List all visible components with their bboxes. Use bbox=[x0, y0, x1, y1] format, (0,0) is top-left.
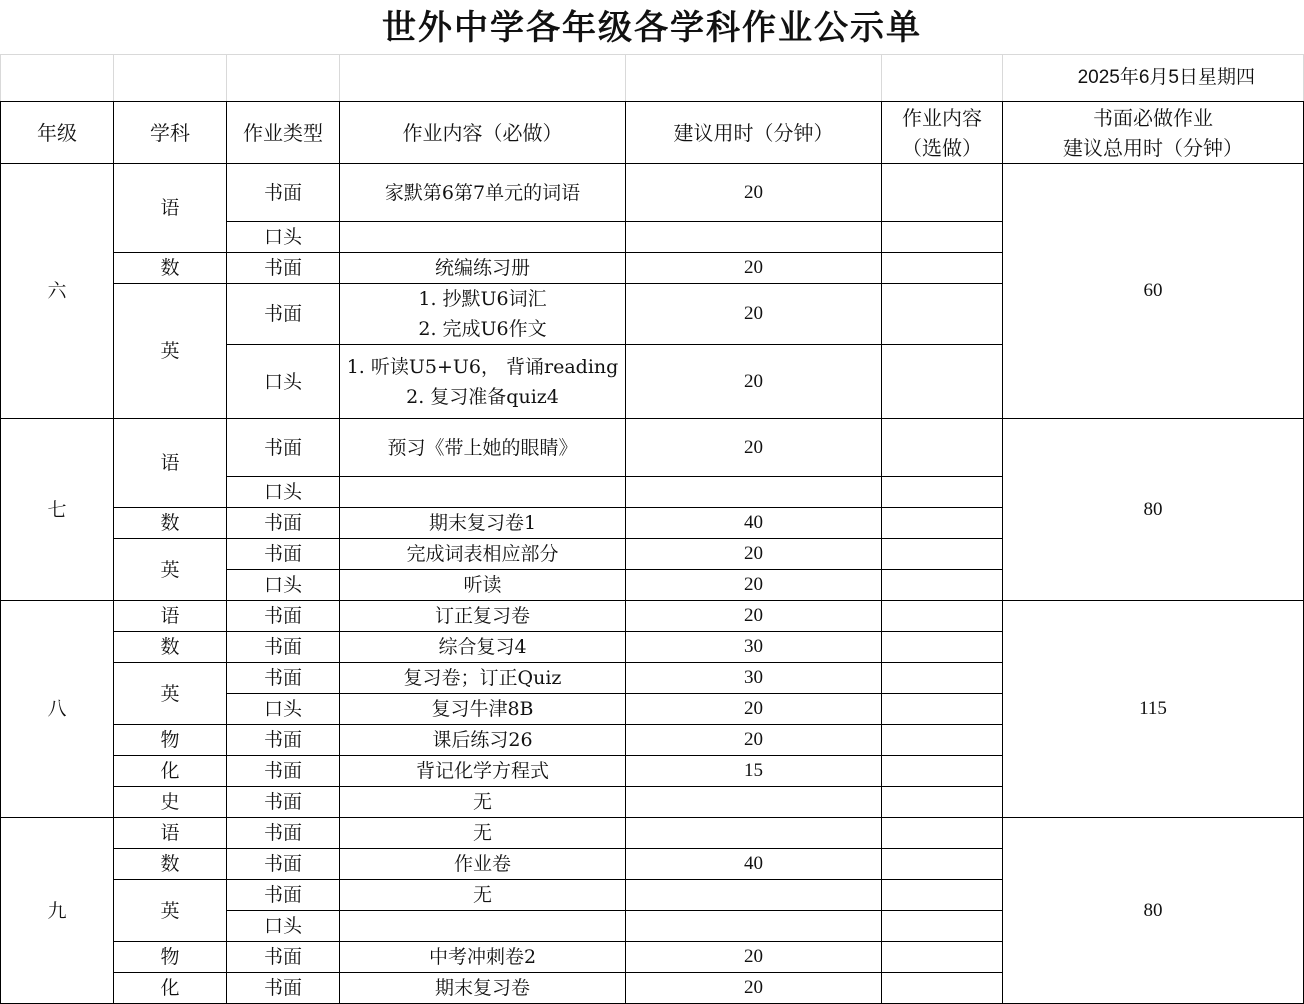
optional-cell bbox=[882, 222, 1003, 253]
subject-cell: 语 bbox=[114, 419, 227, 508]
optional-cell bbox=[882, 539, 1003, 570]
optional-cell bbox=[882, 849, 1003, 880]
header-grade: 年级 bbox=[1, 102, 114, 164]
content-cell: 期末复习卷 bbox=[340, 973, 626, 1004]
type-cell: 书面 bbox=[227, 880, 340, 911]
header-type: 作业类型 bbox=[227, 102, 340, 164]
content-cell bbox=[340, 345, 626, 419]
time-cell bbox=[626, 818, 882, 849]
subject-cell: 英 bbox=[114, 663, 227, 725]
type-cell: 书面 bbox=[227, 942, 340, 973]
optional-cell bbox=[882, 601, 1003, 632]
optional-cell bbox=[882, 880, 1003, 911]
date-row bbox=[1, 55, 1304, 102]
content-cell: 无 bbox=[340, 880, 626, 911]
optional-cell bbox=[882, 787, 1003, 818]
grade-cell: 九 bbox=[1, 818, 114, 1004]
header-row bbox=[1, 102, 1304, 164]
subject-cell: 英 bbox=[114, 284, 227, 419]
type-cell: 口头 bbox=[227, 694, 340, 725]
total-cell: 60 bbox=[1003, 164, 1304, 419]
content-cell bbox=[340, 284, 626, 345]
time-cell: 20 bbox=[626, 164, 882, 222]
table-row bbox=[1, 818, 1304, 849]
time-cell: 15 bbox=[626, 756, 882, 787]
time-cell: 20 bbox=[626, 284, 882, 345]
type-cell: 书面 bbox=[227, 756, 340, 787]
type-cell: 书面 bbox=[227, 284, 340, 345]
blank-cell bbox=[1, 55, 114, 102]
type-cell: 书面 bbox=[227, 818, 340, 849]
subject-cell: 语 bbox=[114, 164, 227, 253]
content-line: 1. 听读U5+U6， 背诵reading bbox=[346, 355, 619, 378]
subject-cell: 数 bbox=[114, 508, 227, 539]
table-row bbox=[1, 164, 1304, 222]
subject-cell: 数 bbox=[114, 253, 227, 284]
content-cell: 期末复习卷1 bbox=[340, 508, 626, 539]
content-cell: 中考冲刺卷2 bbox=[340, 942, 626, 973]
blank-cell bbox=[340, 55, 626, 102]
content-cell: 综合复习4 bbox=[340, 632, 626, 663]
homework-table bbox=[0, 54, 1304, 1004]
content-line: 1. 抄默U6词汇 bbox=[418, 288, 547, 310]
type-cell: 书面 bbox=[227, 601, 340, 632]
optional-cell bbox=[882, 284, 1003, 345]
sheet-title: 世外中学各年级各学科作业公示单 bbox=[382, 8, 922, 48]
header-optional bbox=[882, 102, 1003, 164]
type-cell: 口头 bbox=[227, 222, 340, 253]
content-line: 2. 完成U6作文 bbox=[418, 318, 547, 340]
optional-cell bbox=[882, 419, 1003, 477]
type-cell: 书面 bbox=[227, 725, 340, 756]
time-cell bbox=[626, 880, 882, 911]
content-cell: 听读 bbox=[340, 570, 626, 601]
time-cell: 20 bbox=[626, 942, 882, 973]
time-cell: 20 bbox=[626, 694, 882, 725]
date-cell: 2025年6月5日星期四 bbox=[1003, 55, 1304, 102]
type-cell: 书面 bbox=[227, 849, 340, 880]
type-cell: 书面 bbox=[227, 663, 340, 694]
content-cell: 复习牛津8B bbox=[340, 694, 626, 725]
blank-cell bbox=[114, 55, 227, 102]
subject-cell: 化 bbox=[114, 756, 227, 787]
subject-cell: 物 bbox=[114, 942, 227, 973]
total-cell: 80 bbox=[1003, 818, 1304, 1004]
type-cell: 书面 bbox=[227, 253, 340, 284]
subject-cell: 英 bbox=[114, 539, 227, 601]
subject-cell: 史 bbox=[114, 787, 227, 818]
blank-cell bbox=[227, 55, 340, 102]
header-total bbox=[1003, 102, 1304, 164]
time-cell: 30 bbox=[626, 663, 882, 694]
subject-cell: 语 bbox=[114, 818, 227, 849]
content-cell bbox=[340, 911, 626, 942]
content-cell: 统编练习册 bbox=[340, 253, 626, 284]
optional-cell bbox=[882, 345, 1003, 419]
type-cell: 书面 bbox=[227, 508, 340, 539]
content-cell bbox=[340, 222, 626, 253]
content-cell: 预习《带上她的眼睛》 bbox=[340, 419, 626, 477]
time-cell: 20 bbox=[626, 345, 882, 419]
optional-cell bbox=[882, 818, 1003, 849]
time-cell bbox=[626, 911, 882, 942]
grade-cell: 七 bbox=[1, 419, 114, 601]
header-subject: 学科 bbox=[114, 102, 227, 164]
optional-cell bbox=[882, 973, 1003, 1004]
type-cell: 书面 bbox=[227, 973, 340, 1004]
optional-cell bbox=[882, 164, 1003, 222]
optional-cell bbox=[882, 725, 1003, 756]
optional-cell bbox=[882, 663, 1003, 694]
type-cell: 口头 bbox=[227, 477, 340, 508]
time-cell: 20 bbox=[626, 570, 882, 601]
subject-cell: 化 bbox=[114, 973, 227, 1004]
time-cell: 20 bbox=[626, 253, 882, 284]
type-cell: 口头 bbox=[227, 570, 340, 601]
time-cell: 20 bbox=[626, 419, 882, 477]
type-cell: 口头 bbox=[227, 911, 340, 942]
time-cell bbox=[626, 477, 882, 508]
content-cell: 订正复习卷 bbox=[340, 601, 626, 632]
content-cell: 背记化学方程式 bbox=[340, 756, 626, 787]
time-cell: 20 bbox=[626, 973, 882, 1004]
content-cell bbox=[340, 477, 626, 508]
header-total-line1: 书面必做作业 bbox=[1093, 105, 1213, 130]
content-cell: 复习卷；订正Quiz bbox=[340, 663, 626, 694]
content-cell: 家默第6第7单元的词语 bbox=[340, 164, 626, 222]
table-row bbox=[1, 601, 1304, 632]
time-cell: 30 bbox=[626, 632, 882, 663]
optional-cell bbox=[882, 508, 1003, 539]
type-cell: 书面 bbox=[227, 164, 340, 222]
subject-cell: 语 bbox=[114, 601, 227, 632]
subject-cell: 数 bbox=[114, 849, 227, 880]
table-row bbox=[1, 419, 1304, 477]
content-cell: 无 bbox=[340, 787, 626, 818]
header-optional-line2: （选做） bbox=[902, 135, 982, 160]
content-cell: 完成词表相应部分 bbox=[340, 539, 626, 570]
time-cell: 20 bbox=[626, 725, 882, 756]
type-cell: 书面 bbox=[227, 539, 340, 570]
grade-cell: 六 bbox=[1, 164, 114, 419]
total-cell: 115 bbox=[1003, 601, 1304, 818]
content-line: 2. 复习准备quiz4 bbox=[406, 385, 559, 408]
optional-cell bbox=[882, 694, 1003, 725]
content-cell: 无 bbox=[340, 818, 626, 849]
grade-cell: 八 bbox=[1, 601, 114, 818]
type-cell: 口头 bbox=[227, 345, 340, 419]
type-cell: 书面 bbox=[227, 419, 340, 477]
type-cell: 书面 bbox=[227, 787, 340, 818]
header-total-line2: 建议总用时（分钟） bbox=[1063, 135, 1243, 160]
optional-cell bbox=[882, 477, 1003, 508]
time-cell: 20 bbox=[626, 539, 882, 570]
time-cell bbox=[626, 787, 882, 818]
header-time: 建议用时（分钟） bbox=[626, 102, 882, 164]
time-cell: 40 bbox=[626, 849, 882, 880]
optional-cell bbox=[882, 253, 1003, 284]
content-cell: 作业卷 bbox=[340, 849, 626, 880]
optional-cell bbox=[882, 911, 1003, 942]
optional-cell bbox=[882, 632, 1003, 663]
header-content: 作业内容（必做） bbox=[340, 102, 626, 164]
blank-cell bbox=[626, 55, 882, 102]
time-cell: 20 bbox=[626, 601, 882, 632]
content-cell: 课后练习26 bbox=[340, 725, 626, 756]
optional-cell bbox=[882, 756, 1003, 787]
total-cell: 80 bbox=[1003, 419, 1304, 601]
header-optional-line1: 作业内容 bbox=[902, 105, 982, 130]
subject-cell: 英 bbox=[114, 880, 227, 942]
optional-cell bbox=[882, 942, 1003, 973]
subject-cell: 数 bbox=[114, 632, 227, 663]
type-cell: 书面 bbox=[227, 632, 340, 663]
subject-cell: 物 bbox=[114, 725, 227, 756]
blank-cell bbox=[882, 55, 1003, 102]
optional-cell bbox=[882, 570, 1003, 601]
time-cell bbox=[626, 222, 882, 253]
time-cell: 40 bbox=[626, 508, 882, 539]
